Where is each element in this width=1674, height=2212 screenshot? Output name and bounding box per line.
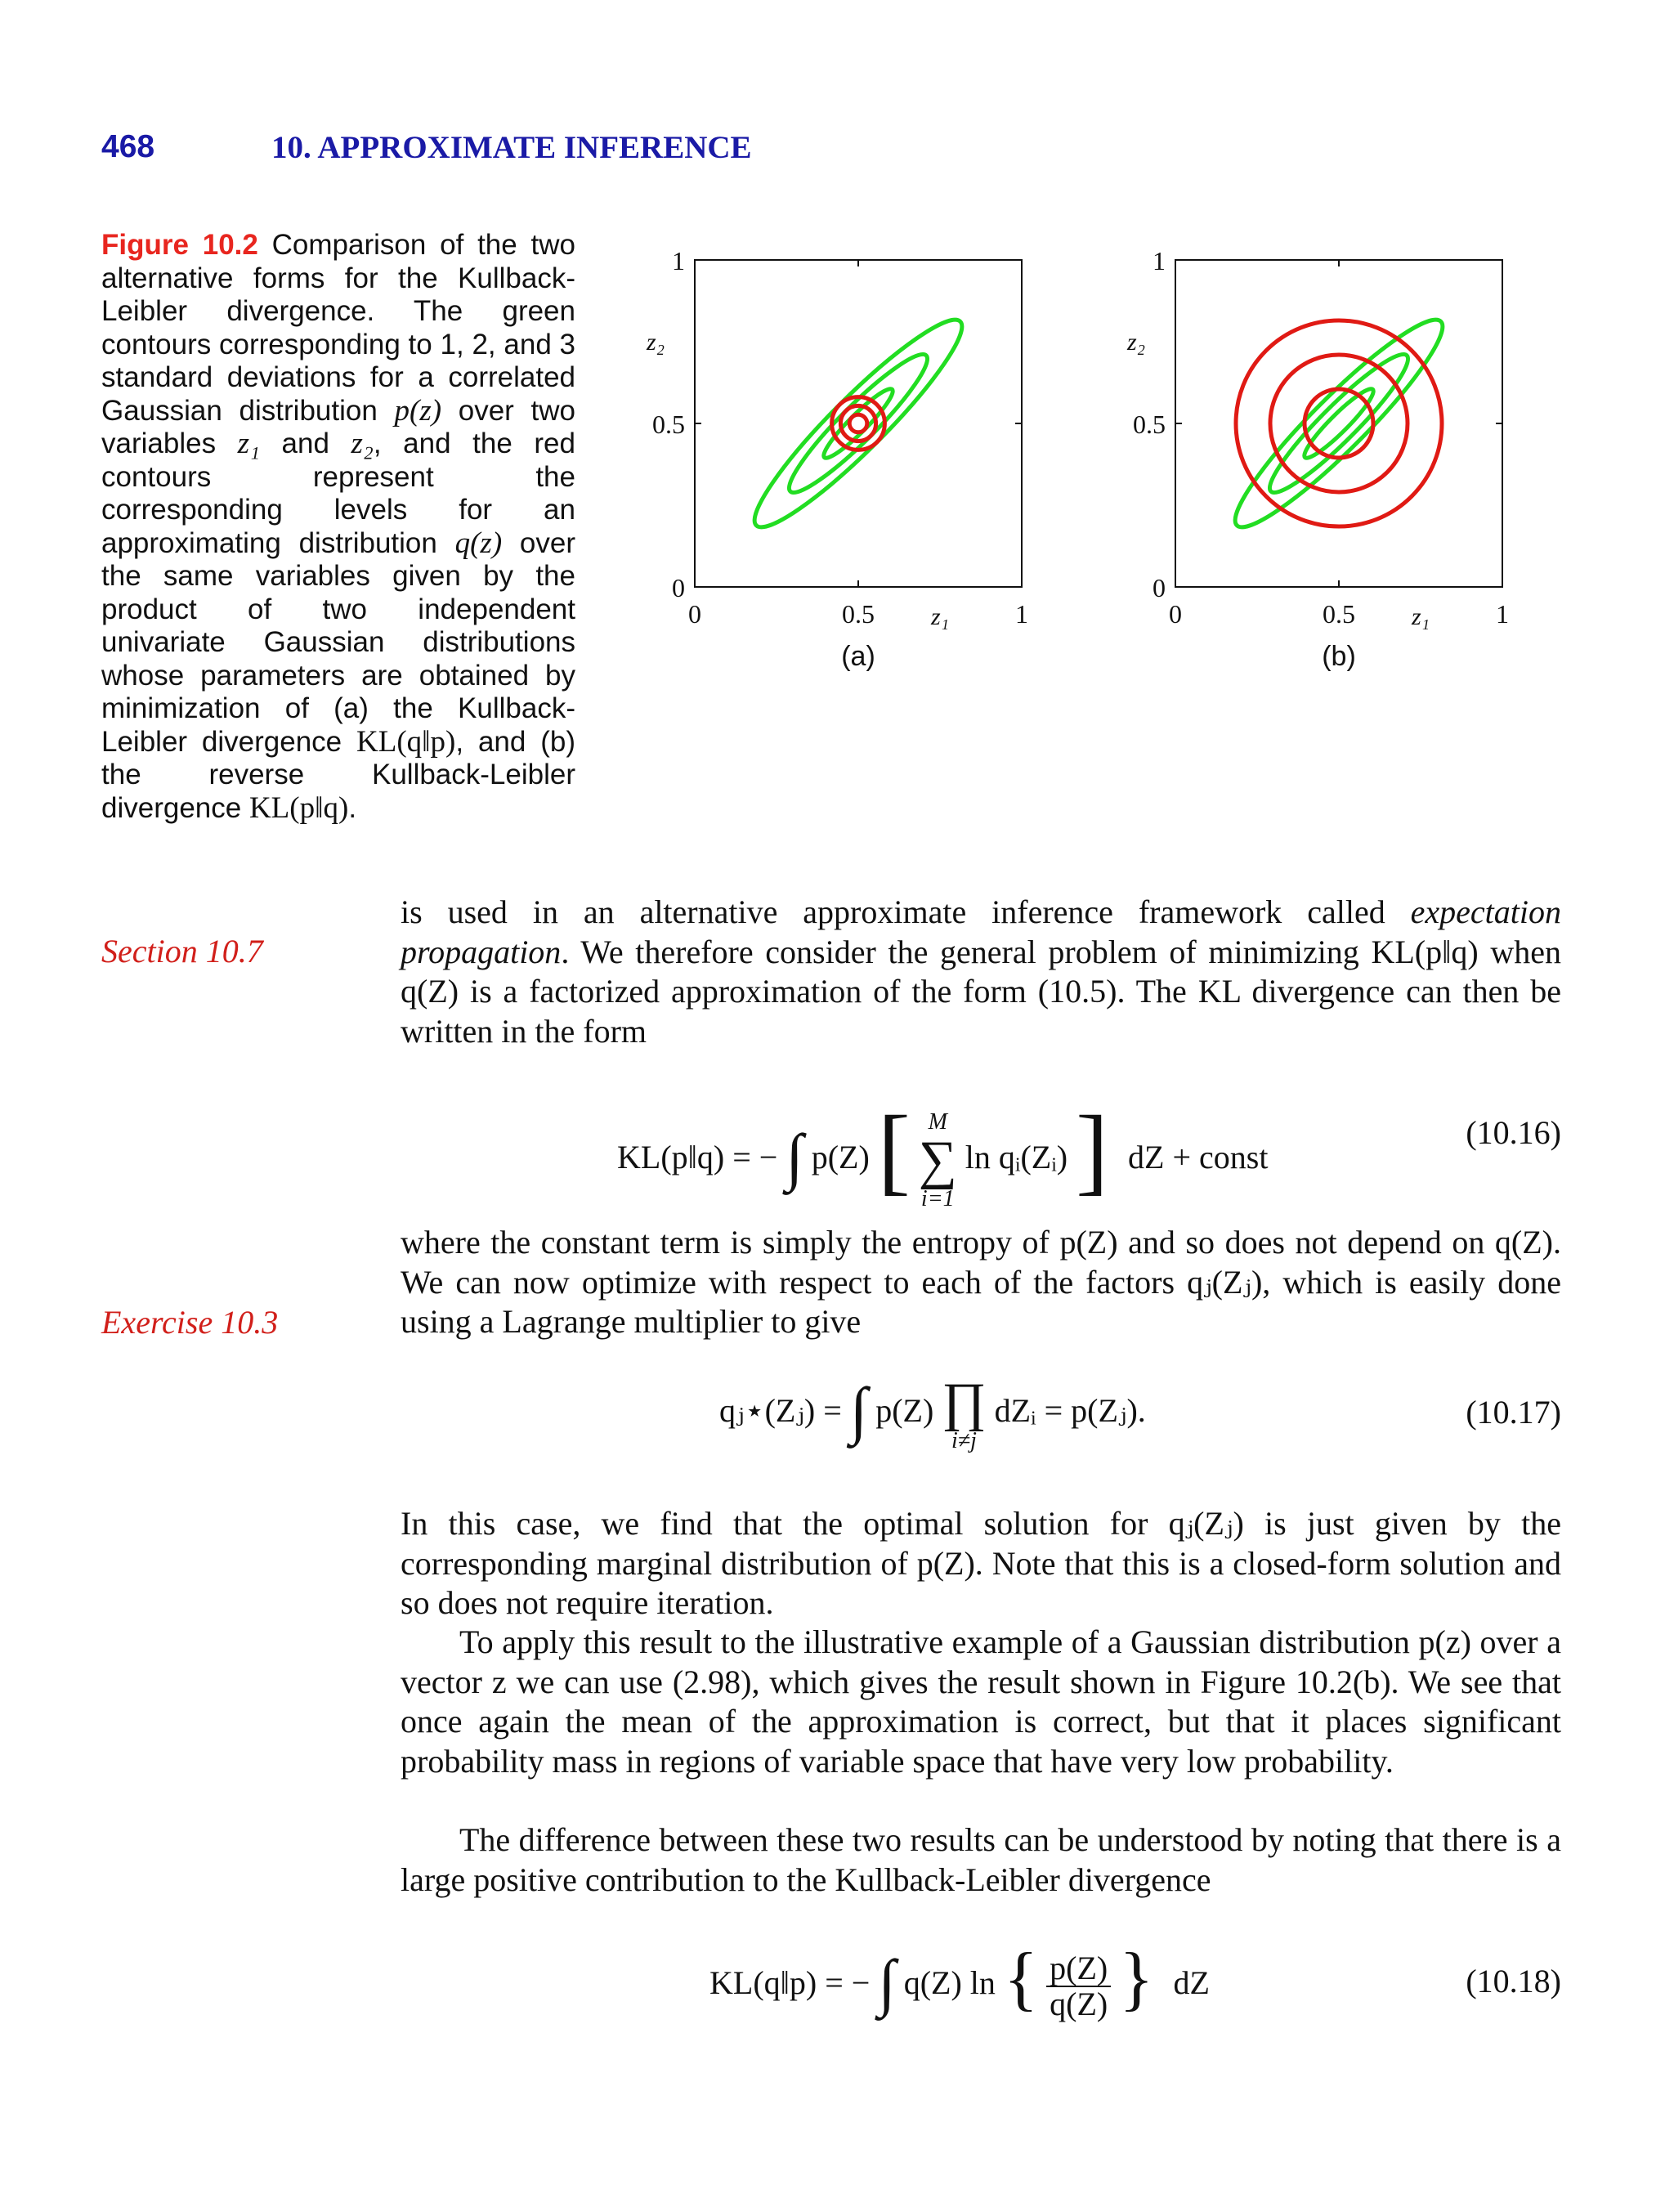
product-lower-limit: i≠j	[951, 1427, 977, 1453]
x-tick-label: 1	[1015, 599, 1028, 629]
emphasis-text: expectation propagation	[401, 893, 1561, 970]
equation-number: (10.17)	[1466, 1394, 1561, 1431]
left-bracket: [	[877, 1095, 911, 1204]
sum-block	[918, 1108, 957, 1211]
product-block	[942, 1372, 987, 1453]
caption-text: over two variables	[101, 394, 575, 459]
eq16-pz: p(Z)	[811, 1139, 870, 1175]
product-symbol: ∏	[942, 1372, 987, 1432]
sum-upper-limit: M	[928, 1108, 947, 1135]
y-tick-label: 1	[1153, 246, 1166, 275]
eq17-lhs: qⱼ⋆(Zⱼ) =	[719, 1392, 842, 1429]
plot-a	[628, 242, 1053, 683]
caption-math: KL(q‖p)	[356, 724, 456, 759]
plot-b	[1108, 242, 1533, 683]
paragraph-text: is used in an alternative approximate inference framework called	[401, 893, 1411, 930]
paragraph-5: The difference between these two results can be understood by noting that there is a large positive contribution to the Kullback-Leibler divergence	[401, 1821, 1561, 1898]
paragraph-3: In this case, we find that the optimal solution for qⱼ(Zⱼ) is just given by the corresponding marginal distribution of p(Z). Note that this is a closed-form solution and so does not require iteration.	[401, 1505, 1561, 1621]
right-bracket: ]	[1076, 1095, 1109, 1204]
x-tick-label: 0.5	[1323, 599, 1355, 629]
sum-symbol: ∑	[918, 1130, 957, 1190]
eq18-lhs: KL(q‖p) = −	[709, 1964, 871, 2001]
paragraph-1	[401, 893, 1561, 1051]
green-contour	[737, 302, 978, 544]
figure-label: Figure 10.2	[101, 229, 258, 261]
green-contour	[1299, 383, 1379, 463]
figure-caption	[101, 229, 575, 825]
red-contour	[1270, 355, 1408, 492]
paragraph-text: . We therefore consider the general problem of minimizing KL(p‖q) when q(Z) is a factorized approximation of the form (10.5). The KL divergence can then be written in the form	[401, 933, 1561, 1050]
paragraph-2: where the constant term is simply the entropy of p(Z) and so does not depend on q(Z). We can now optimize with respect to each of the factors qⱼ(Zⱼ), which is easily done using a Lagrange multiplier to give	[401, 1224, 1561, 1340]
x-tick-label: 1	[1496, 599, 1509, 629]
caption-math: z₂	[351, 427, 374, 460]
eq16-term: ln qᵢ(Zᵢ)	[965, 1139, 1068, 1175]
y-tick-label: 0	[1153, 573, 1166, 602]
integral-symbol: ∫	[878, 1946, 896, 2017]
equation-10-18	[401, 1929, 1561, 2035]
y-axis-label: z₂	[1126, 329, 1146, 356]
page-number: 468	[101, 129, 155, 164]
paragraph-4: To apply this result to the illustrative example of a Gaussian distribution p(z) over a vector z we can use (2.98), which gives the result shown in Figure 10.2(b). We see that once again the mean of the approximation is correct, but that it places significant probability mass in regions of variable space that have very low probability.	[401, 1623, 1561, 1780]
caption-text: , and (b) the reverse Kullback-Leibler divergence	[101, 725, 575, 824]
y-tick-label: 1	[672, 246, 685, 275]
y-tick-label: 0.5	[652, 410, 685, 439]
eq16-tail: dZ + const	[1128, 1139, 1269, 1175]
red-contour	[849, 414, 867, 432]
caption-math: KL(p‖q)	[248, 790, 349, 825]
equation-10-17	[401, 1363, 1561, 1478]
subfigure-label: (a)	[841, 641, 875, 672]
left-brace: {	[1003, 1939, 1039, 2018]
equation-number: (10.16)	[1466, 1114, 1561, 1151]
integral-symbol: ∫	[786, 1121, 803, 1192]
caption-text: .	[348, 791, 357, 824]
eq18-mid: q(Z) ln	[903, 1964, 996, 2001]
chapter-title: 10. APPROXIMATE INFERENCE	[271, 130, 752, 165]
margin-note-exercise: Exercise 10.3	[101, 1304, 279, 1341]
fraction-numerator: p(Z)	[1046, 1951, 1111, 1987]
plot-frame	[695, 260, 1022, 587]
margin-note-section: Section 10.7	[101, 933, 263, 969]
green-contour	[1259, 343, 1420, 504]
integral-symbol: ∫	[849, 1374, 868, 1445]
x-axis-label: z₁	[930, 603, 950, 630]
caption-text: , and the red contours represent the corresponding levels for an approximating distribution	[101, 428, 575, 559]
caption-math: q(z)	[454, 526, 503, 560]
eq17-pz: p(Z)	[875, 1392, 934, 1429]
green-contour	[778, 343, 939, 504]
right-brace: }	[1119, 1939, 1154, 2018]
page-header	[101, 129, 1568, 178]
caption-math: z₁	[237, 427, 260, 460]
caption-text: over the same variables given by the product of two independent univariate Gaussian distributions whose parameters are obtained by minimization of (a) the Kullback-Leibler divergence	[101, 526, 575, 758]
equation-number: (10.18)	[1466, 1963, 1561, 1999]
x-tick-label: 0	[688, 599, 701, 629]
caption-text: Comparison of the two alternative forms for the Kullback-Leibler divergence. The green contours corresponding to 1, 2, and 3 standard deviations for a correlated Gaussian distribution	[101, 229, 575, 427]
plot-frame	[1175, 260, 1502, 587]
eq17-tail: dZᵢ = p(Zⱼ).	[994, 1392, 1146, 1429]
red-contour	[1236, 320, 1442, 526]
fraction	[1046, 1951, 1111, 2022]
x-axis-label: z₁	[1411, 603, 1430, 630]
fraction-denominator: q(Z)	[1050, 1985, 1108, 2022]
y-axis-label: z₂	[646, 329, 665, 356]
green-contour	[1218, 302, 1459, 544]
caption-math: p(z)	[394, 393, 442, 428]
sum-lower-limit: i=1	[920, 1185, 955, 1211]
eq18-tail: dZ	[1173, 1964, 1210, 2001]
subfigure-label: (b)	[1322, 641, 1356, 672]
y-tick-label: 0.5	[1133, 410, 1166, 439]
eq16-lhs: KL(p‖q) = −	[617, 1139, 778, 1175]
y-tick-label: 0	[672, 573, 685, 602]
x-tick-label: 0	[1169, 599, 1182, 629]
x-tick-label: 0.5	[842, 599, 875, 629]
equation-10-16	[401, 1079, 1561, 1211]
caption-text: and	[259, 428, 351, 459]
